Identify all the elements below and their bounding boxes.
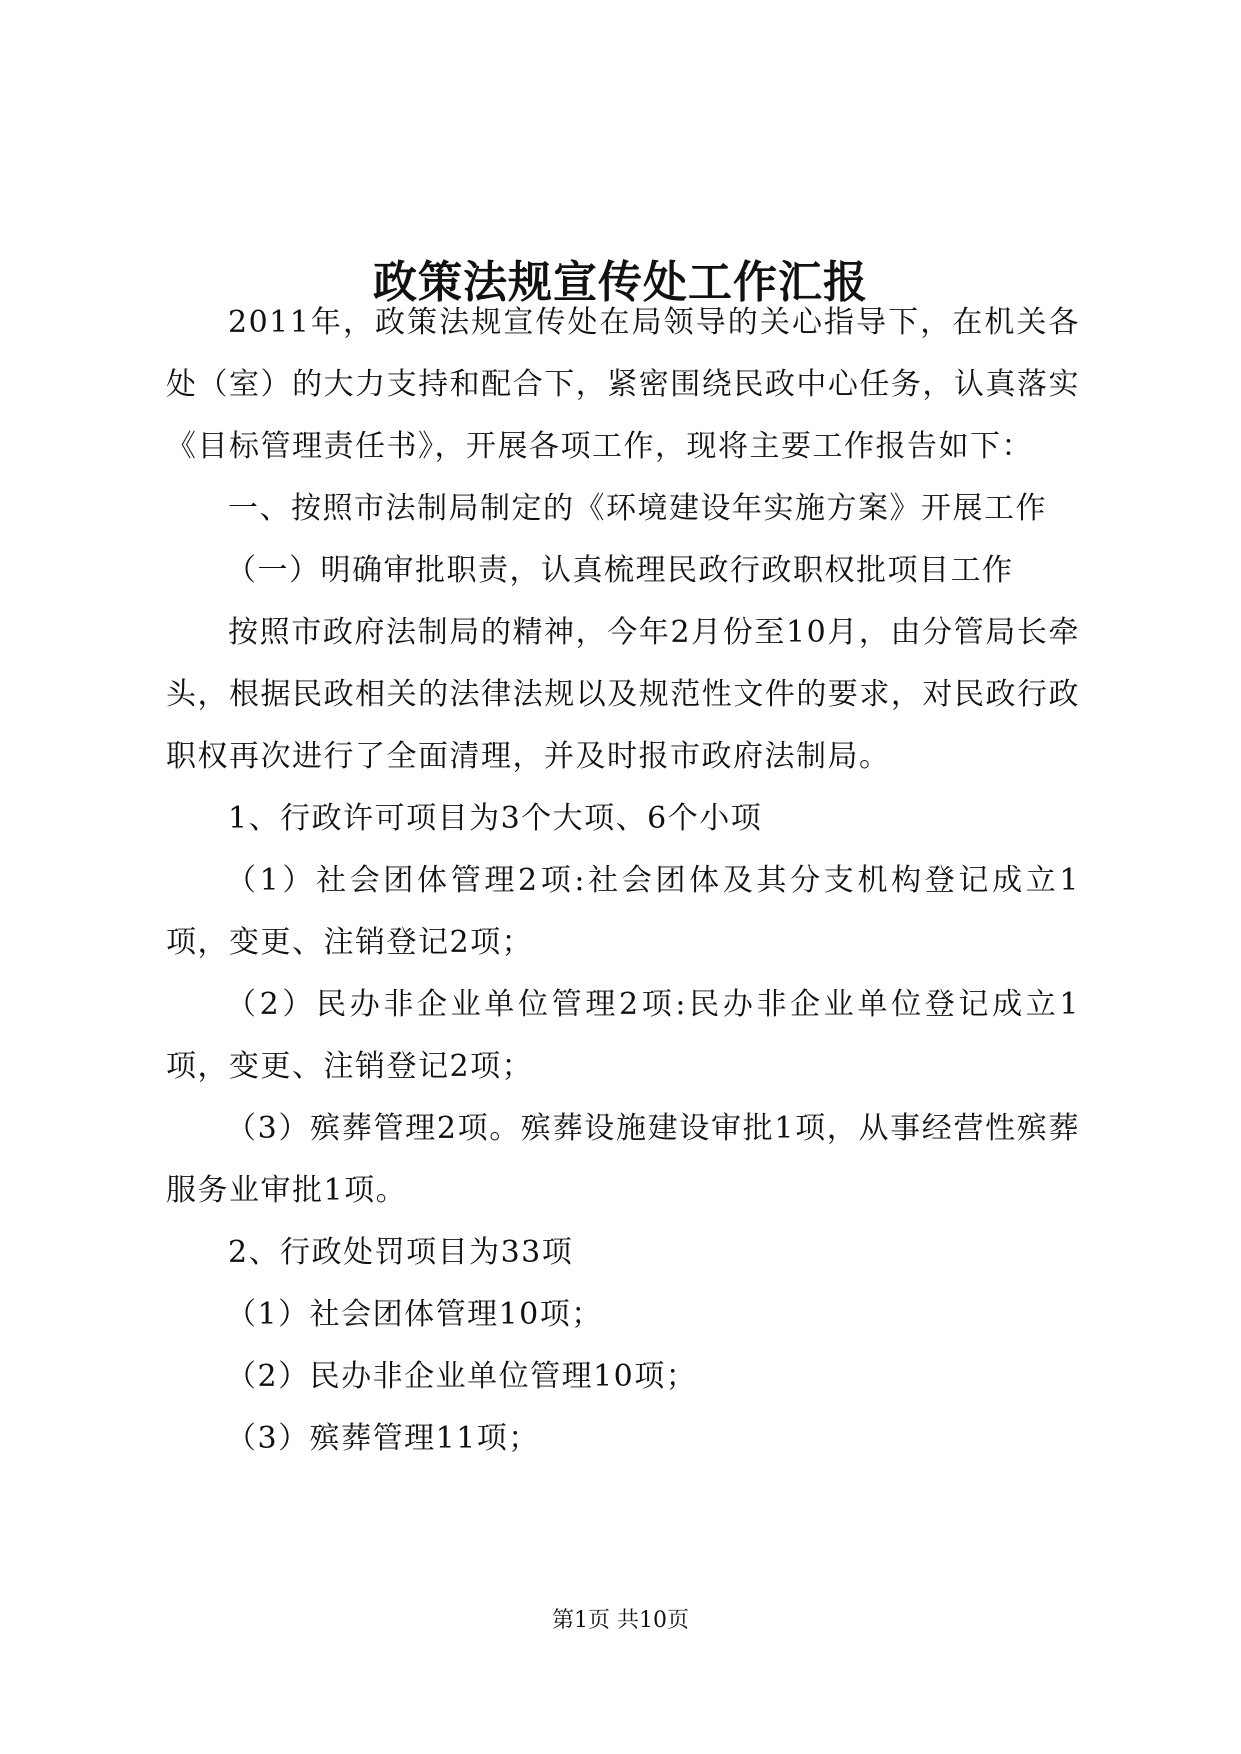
paragraph-intro: 2011年，政策法规宣传处在局领导的关心指导下，在机关各处（室）的大力支持和配合下，紧密围绕民政中心任务，认真落实《目标管理责任书》，开展各项工作，现将主要工作报告如下： xyxy=(166,305,1080,464)
list-item: （3）殡葬管理11项； xyxy=(226,1421,540,1456)
item-heading-penalties: 2、行政处罚项目为33项 xyxy=(228,1235,574,1270)
subsection-heading-1: （一）明确审批职责，认真梳理民政行政职权批项目工作 xyxy=(226,553,1014,588)
list-item: （2）民办非企业单位管理2项:民办非企业单位登记成立1项，变更、注销登记2项； xyxy=(166,987,1080,1084)
document-body xyxy=(166,292,1080,1470)
list-item: （3）殡葬管理2项。殡葬设施建设审批1项，从事经营性殡葬服务业审批1项。 xyxy=(166,1111,1080,1208)
section-heading-1: 一、按照市法制局制定的《环境建设年实施方案》开展工作 xyxy=(228,491,1047,526)
page-number-footer: 第1页 共10页 xyxy=(552,1608,689,1633)
item-heading-licensing: 1、行政许可项目为3个大项、6个小项 xyxy=(228,801,763,836)
paragraph-review: 按照市政府法制局的精神，今年2月份至10月，由分管局长牵头，根据民政相关的法律法规以及规范性文件的要求，对民政行政职权再次进行了全面清理，并及时报市政府法制局。 xyxy=(166,615,1080,774)
document-title: 政策法规宣传处工作汇报 xyxy=(373,257,868,309)
list-item: （1）社会团体管理2项:社会团体及其分支机构登记成立1项，变更、注销登记2项； xyxy=(166,863,1080,960)
list-item: （1）社会团体管理10项； xyxy=(226,1297,603,1332)
list-item: （2）民办非企业单位管理10项； xyxy=(226,1359,698,1394)
